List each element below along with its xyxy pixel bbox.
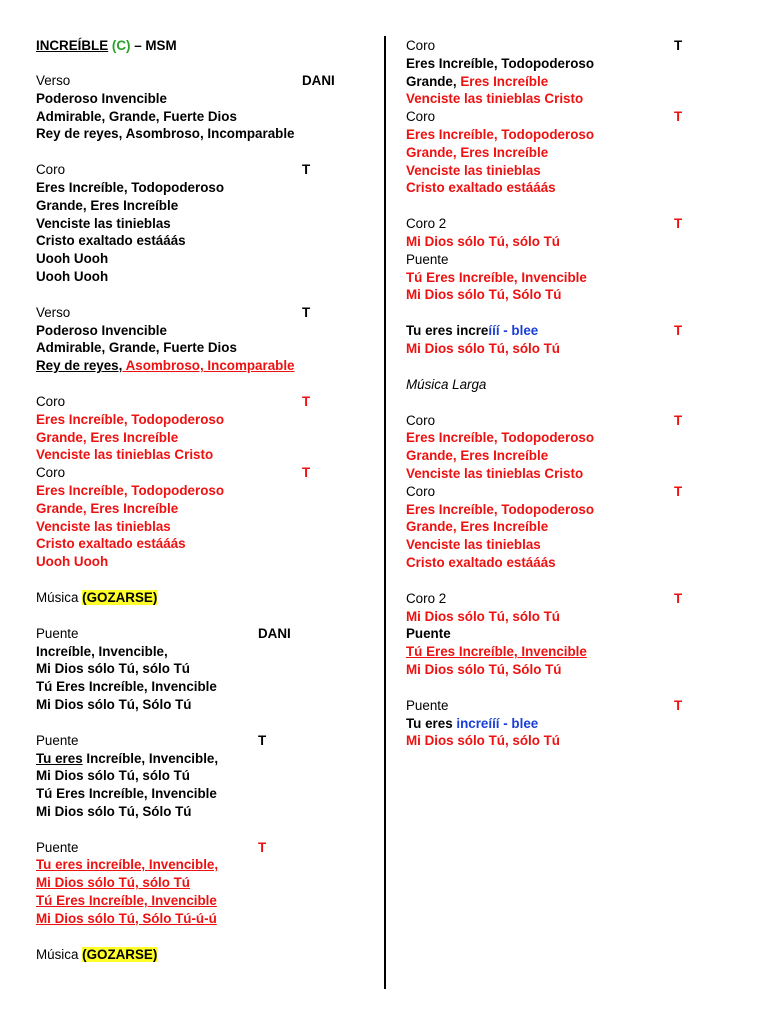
section-label: Música (36, 946, 79, 962)
lyric-line: Venciste las tinieblas (36, 215, 171, 231)
lyric-line: Mi Dios sólo Tú, sólo Tú (36, 768, 190, 784)
lyric-line: Grande, Eres Increíble (36, 197, 179, 213)
lyric-line: Grande, Eres Increíble (36, 500, 179, 516)
section-label: Verso (36, 304, 71, 320)
lyric-line (36, 357, 336, 375)
section-label: Coro 2 (406, 590, 447, 606)
singer-cue: T (674, 216, 683, 232)
lyric-line: Eres Increíble, Todopoderoso (406, 126, 594, 142)
singer-cue: DANI (258, 625, 291, 641)
section-label: Puente (36, 625, 79, 641)
lyric-line: Cristo exaltado estááás (36, 536, 186, 552)
section-puente (406, 251, 706, 304)
lyric-line: Eres Increíble, Todopoderoso (406, 430, 594, 446)
singer-cue: T (674, 590, 683, 606)
lyric-line: Tú Eres Increíble, Invencible (36, 786, 217, 802)
lyric-line (36, 750, 336, 768)
section-label: Coro (406, 412, 436, 428)
section-label: Verso (36, 73, 71, 88)
song-artist: – MSM (134, 38, 177, 53)
lyric-line: Mi Dios sólo Tú, Sólo Tú-ú-ú (36, 910, 217, 926)
lyric-fragment: ííí - blee (488, 323, 539, 339)
lyric-fragment: Tu eres (36, 750, 83, 766)
section-coro (406, 37, 706, 108)
highlight-note: (GOZARSE) (82, 589, 158, 605)
lyric-line: Tu eres increíble, Invencible, (36, 857, 219, 873)
lyric-line: Admirable, Grande, Fuerte Dios (36, 108, 237, 124)
singer-cue: DANI (302, 73, 335, 88)
section-label: Coro (36, 393, 66, 409)
section-coro (36, 161, 336, 286)
section-verso (36, 304, 336, 375)
lyric-fragment: Tu eres incre (406, 323, 489, 339)
section-coro (406, 483, 706, 572)
lyric-fragment: Increíble, Invencible, (82, 750, 219, 766)
lyric-line: Mi Dios sólo Tú, Sólo Tú (36, 696, 192, 712)
lyric-line: Uooh Uooh (36, 554, 109, 570)
section-label: Música (36, 589, 79, 605)
lyric-line: Poderoso Invencible (36, 322, 167, 338)
lyric-line: Eres Increíble, Todopoderoso (36, 411, 224, 427)
section-tu-eres (406, 322, 706, 358)
section-musica-larga (406, 376, 706, 394)
lyric-line: Mi Dios sólo Tú, sólo Tú (406, 340, 560, 356)
singer-cue: T (302, 304, 311, 320)
lyric-line: Uooh Uooh (36, 268, 109, 284)
lyric-line (406, 643, 706, 661)
section-puente (36, 732, 336, 821)
lyric-line: Mi Dios sólo Tú, Sólo Tú (406, 661, 562, 677)
singer-cue: T (674, 483, 683, 499)
lyric-fragment: Eres Increíble (460, 73, 549, 89)
lyric-line: Increíble, Invencible, (36, 643, 168, 659)
lyric-line: Rey de reyes, Asombroso, Incomparable (36, 126, 295, 142)
lyric-line: Eres Increíble, Todopoderoso (36, 179, 224, 195)
lyric-line: Eres Increíble, Todopoderoso (406, 55, 594, 71)
lyric-line: Eres Increíble, Todopoderoso (406, 501, 594, 517)
lyric-fragment: Eres Increíble, Invencible (426, 644, 587, 660)
section-label: Puente (36, 839, 79, 855)
section-label: Puente (406, 626, 451, 642)
section-label: Coro (36, 162, 66, 178)
lyric-fragment: Rey de reyes, (36, 358, 123, 374)
section-puente (406, 625, 706, 678)
lyric-line: Mi Dios sólo Tú, Sólo Tú (406, 287, 562, 303)
section-coro-2 (406, 215, 706, 251)
lyric-line: Mi Dios sólo Tú, sólo Tú (36, 661, 190, 677)
lyric-line: Mi Dios sólo Tú, Sólo Tú (36, 803, 192, 819)
song-name: INCREÍBLE (36, 38, 109, 53)
singer-cue: T (258, 732, 267, 748)
section-label: Puente (36, 732, 79, 748)
section-label: Puente (406, 251, 449, 267)
lyric-line: Venciste las tinieblas (36, 518, 171, 534)
song-title (36, 37, 336, 55)
lyric-line: Mi Dios sólo Tú, sólo Tú (406, 733, 560, 749)
lyric-line: Grande, Eres Increíble (406, 448, 549, 464)
highlight-note: (GOZARSE) (82, 946, 158, 962)
singer-cue: T (302, 465, 311, 481)
lyric-line: Admirable, Grande, Fuerte Dios (36, 340, 237, 356)
singer-cue: T (674, 38, 683, 53)
section-label: Coro 2 (406, 216, 447, 232)
singer-cue: T (674, 109, 683, 125)
lyric-line (406, 73, 706, 91)
lyric-fragment: Tú (406, 644, 427, 660)
right-column (406, 37, 706, 768)
lyric-line: Tú Eres Increíble, Invencible (36, 893, 217, 909)
singer-cue: T (302, 162, 311, 178)
section-label: Puente (406, 697, 449, 713)
singer-cue: T (674, 697, 683, 713)
section-label: Coro (406, 38, 436, 53)
section-coro (406, 108, 706, 197)
lyric-line: Venciste las tinieblas (406, 162, 541, 178)
lyric-line: Grande, Eres Increíble (36, 429, 179, 445)
lyric-line: Cristo exaltado estááás (406, 180, 556, 196)
lyric-line: Tú Eres Increíble, Invencible (36, 679, 217, 695)
section-label: Coro (36, 465, 66, 481)
section-puente (406, 697, 706, 750)
lyric-line: Eres Increíble, Todopoderoso (36, 482, 224, 498)
section-musica (36, 589, 336, 607)
lyric-line: Cristo exaltado estááás (36, 233, 186, 249)
section-label: Música Larga (406, 376, 487, 392)
lyric-line: Cristo exaltado estááás (406, 554, 556, 570)
lyric-fragment: Tu eres (406, 715, 457, 731)
section-musica (36, 946, 336, 964)
lyric-fragment: Asombroso, Incomparable (122, 358, 295, 374)
section-coro-2 (406, 590, 706, 626)
section-coro (406, 412, 706, 483)
lyric-line: Mi Dios sólo Tú, sólo Tú (36, 875, 190, 891)
lyric-line: Venciste las tinieblas Cristo (36, 447, 214, 463)
section-coro (36, 464, 336, 571)
singer-cue: T (258, 839, 267, 855)
section-puente (36, 839, 336, 928)
lyric-line: Mi Dios sólo Tú, sólo Tú (406, 233, 560, 249)
lyric-line: Venciste las tinieblas (406, 537, 541, 553)
singer-cue: T (302, 393, 311, 409)
singer-cue: T (674, 412, 683, 428)
lyric-line: Uooh Uooh (36, 251, 109, 267)
lyric-line: Tú Eres Increíble, Invencible (406, 269, 587, 285)
left-column (36, 37, 336, 981)
lyric-line: Grande, Eres Increíble (406, 519, 549, 535)
song-key: (C) (111, 38, 131, 53)
lyric-line (406, 715, 706, 733)
lyric-fragment: increííí - blee (456, 715, 539, 731)
lyric-line: Mi Dios sólo Tú, sólo Tú (406, 608, 560, 624)
column-divider (384, 36, 386, 989)
singer-cue: T (674, 323, 683, 339)
lyric-line: Poderoso Invencible (36, 90, 167, 106)
section-label: Coro (406, 109, 436, 125)
section-label: Coro (406, 483, 436, 499)
section-verso (36, 72, 336, 143)
lyric-line (406, 322, 706, 340)
lyric-fragment: Grande, (406, 73, 461, 89)
lyric-line: Venciste las tinieblas Cristo (406, 465, 584, 481)
section-puente (36, 625, 336, 714)
lyric-line: Grande, Eres Increíble (406, 144, 549, 160)
lyric-line: Venciste las tinieblas Cristo (406, 91, 584, 107)
section-coro (36, 393, 336, 464)
